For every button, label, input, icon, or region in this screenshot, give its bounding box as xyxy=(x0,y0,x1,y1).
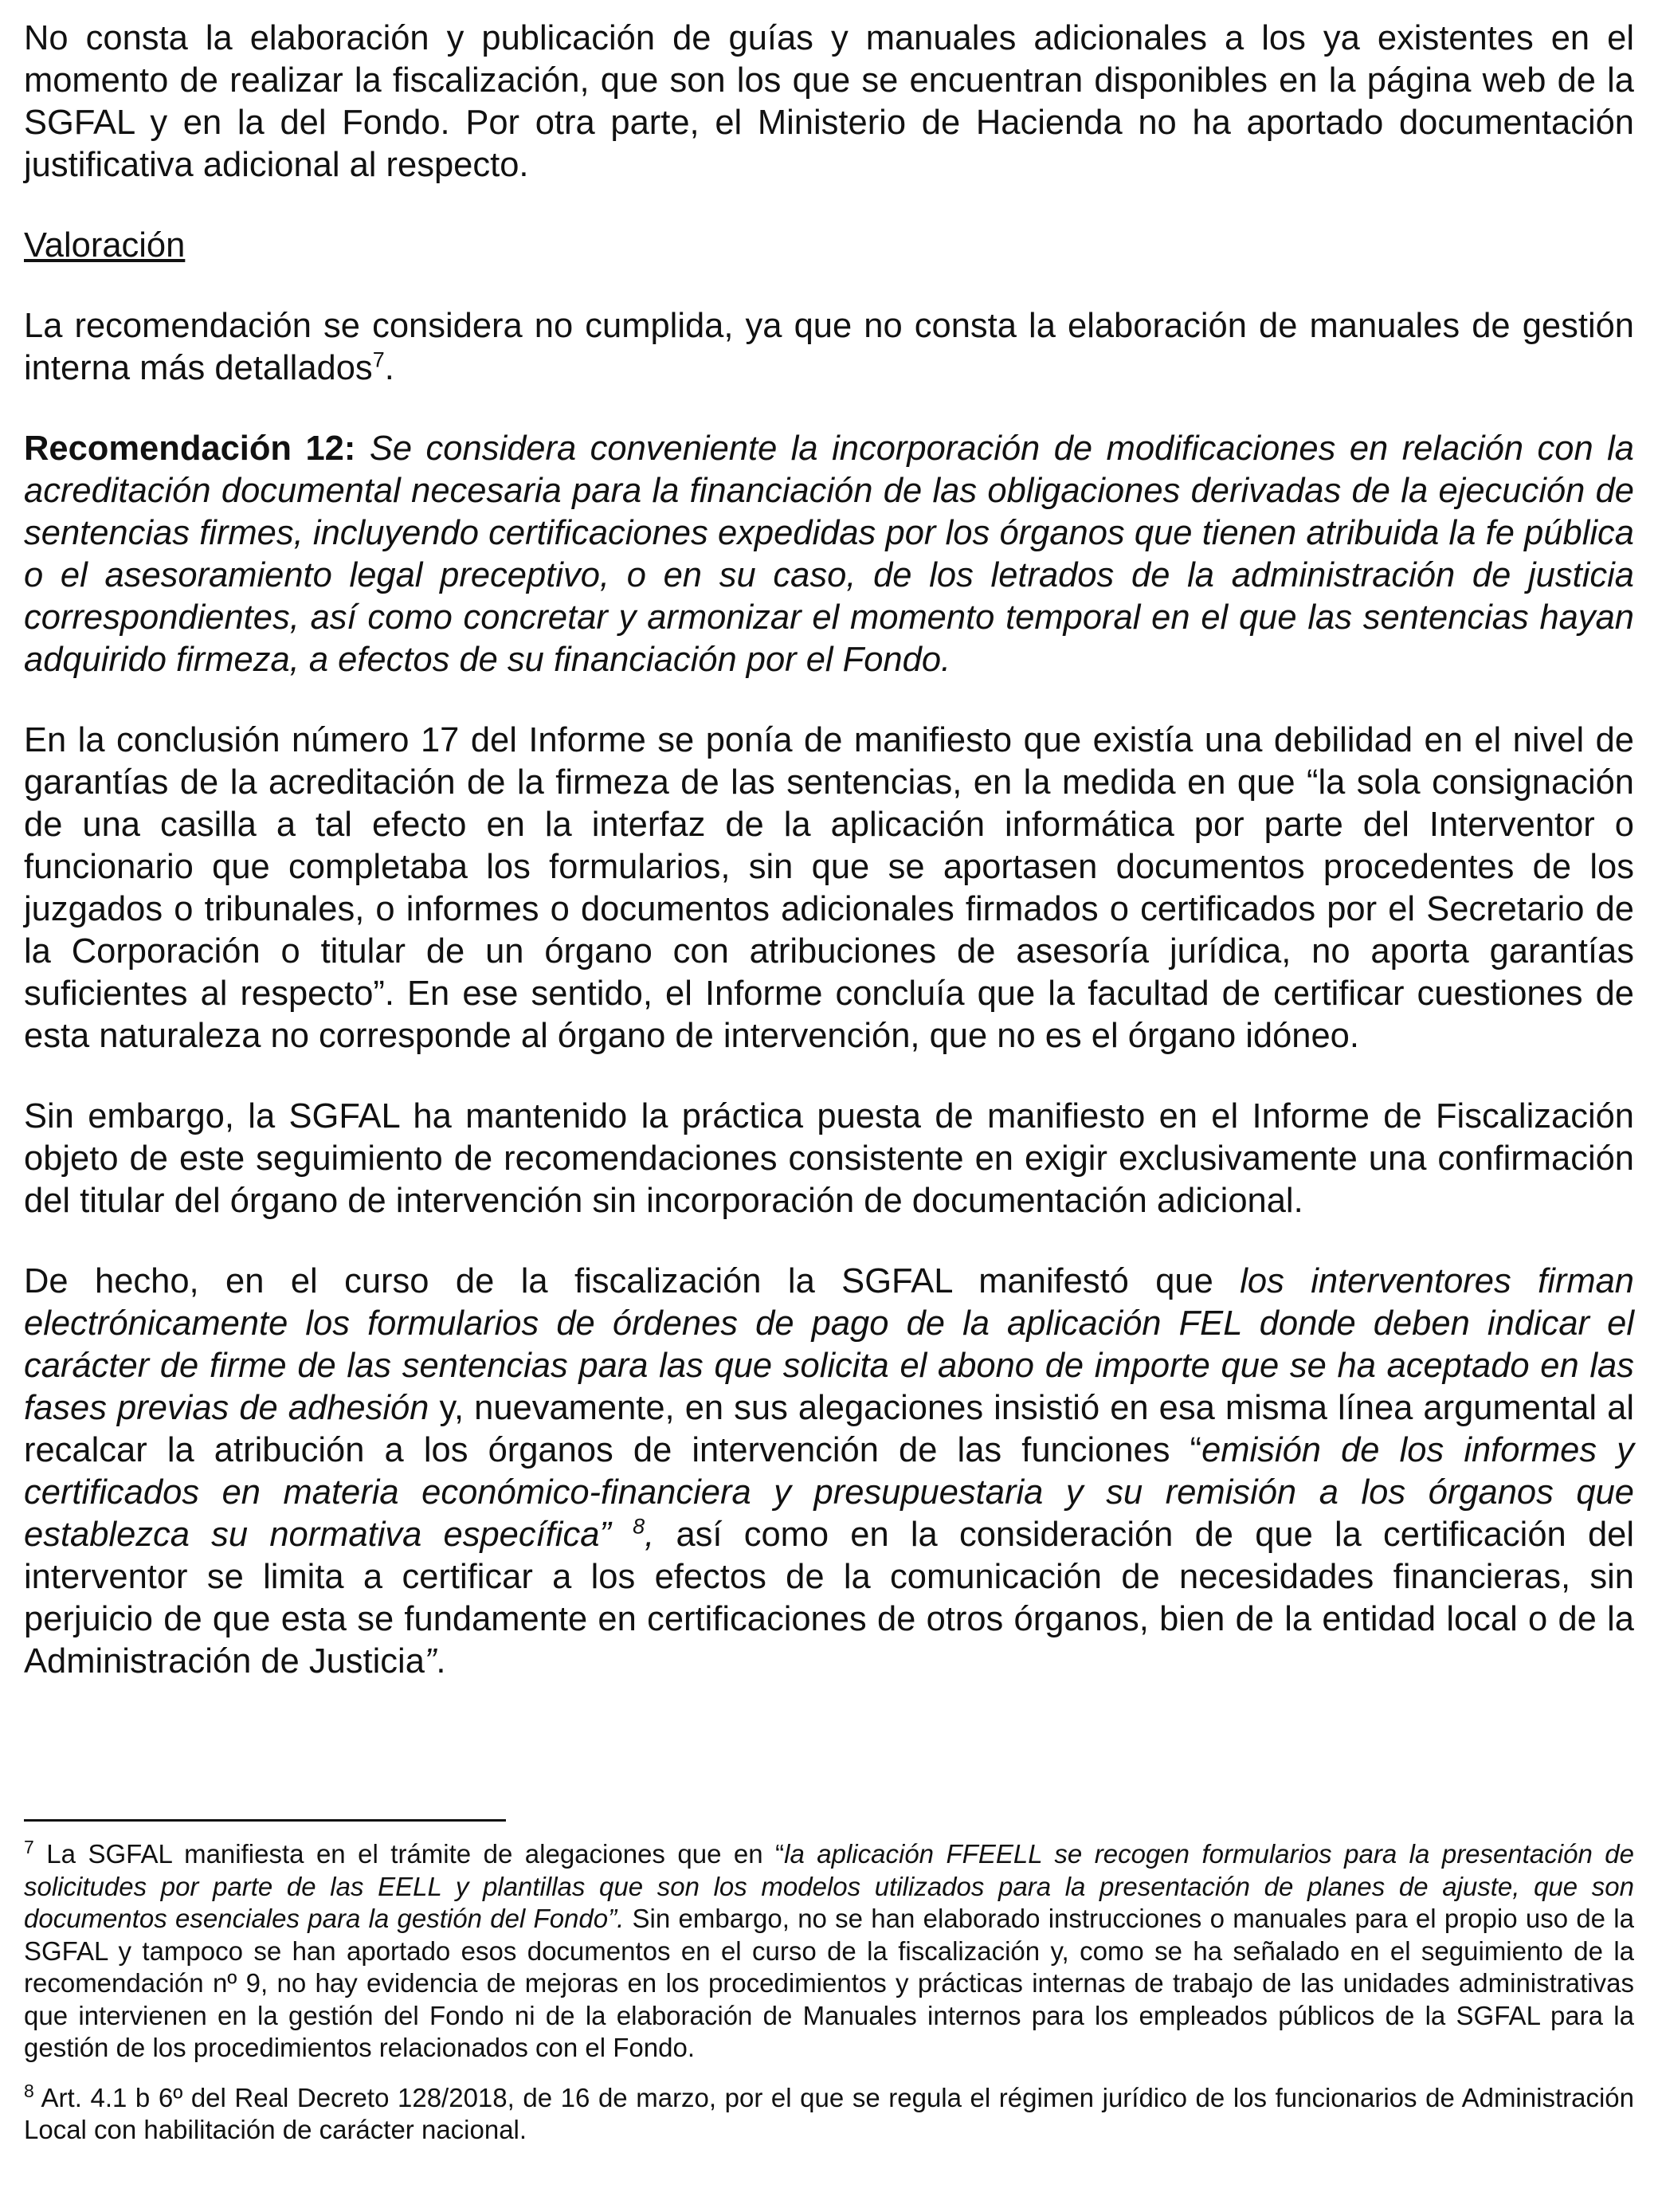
de-hecho-quote-1: los interventores firman electrónicamente los formularios de órdenes de pago de la aplicación FEL donde deben indicar el carácter de firme de las sentencias para las que solicita el abono de importe que se ha aceptado en las fases previas de adhesión xyxy=(24,1262,1634,1427)
footnotes xyxy=(24,1838,1634,2164)
footnote-7-number: 7 xyxy=(24,1837,34,1857)
valoracion-period: . xyxy=(384,349,394,387)
footnote-8-text: Art. 4.1 b 6º del Real Decreto 128/2018, de 16 de marzo, por el que se regula el régimen jurídico de los funcionarios de Administración Local con habilitación de carácter nacional. xyxy=(24,2082,1634,2144)
footnote-8-number: 8 xyxy=(24,2080,34,2101)
footnote-7-text-c: Sin embargo, no se han elaborado instrucciones o manuales para el propio uso de la SGFAL y tampoco se han aportado esos documentos en el curso de la fiscalización y, como se ha señalado en el seguimiento de la recomendación nº 9, no hay evidencia de mejoras en los procedimientos y prácticas internas de trabajo de las unidades administrativas que intervienen en la gestión del Fondo ni de la elaboración de Manuales internos para los empleados públicos de la SGFAL para la gestión de los procedimientos relacionados con el Fondo. xyxy=(24,1904,1634,2062)
footnote-ref-7: 7 xyxy=(372,347,385,372)
recomendacion-12-label: Recomendación 12: xyxy=(24,429,356,468)
paragraph-valoracion xyxy=(24,305,1634,390)
document-body xyxy=(24,18,1634,1721)
footnote-7 xyxy=(24,1838,1634,2065)
de-hecho-text-f: así como en la consideración de que la certificación del interventor se limita a certificar a los efectos de la comunicación de necesidades financieras, sin perjuicio de que esta se fundamente en certificaciones de otros órganos, bien de la entidad local o de la Administración de Justicia xyxy=(24,1516,1634,1681)
de-hecho-close-quote: ” xyxy=(424,1642,437,1681)
de-hecho-period: . xyxy=(436,1642,446,1681)
paragraph-recomendacion-12 xyxy=(24,428,1634,681)
valoracion-text: La recomendación se considera no cumplida, ya que no consta la elaboración de manuales de gestión interna más detallados xyxy=(24,307,1634,387)
footnote-ref-8 xyxy=(633,1515,645,1539)
de-hecho-text-c: y, nuevamente, en sus alegaciones insistió en esa misma línea argumental al recalcar la atribución a los órganos de intervención de las funciones “ xyxy=(24,1389,1634,1469)
paragraph-guias-manuales: No consta la elaboración y publicación de guías y manuales adicionales a los ya existentes en el momento de realizar la fiscalización, que son los que se encuentran disponibles en la página web de la SGFAL y en la del Fondo. Por otra parte, el Ministerio de Hacienda no ha aportado documentación justificativa adicional al respecto. xyxy=(24,19,1634,184)
paragraph-sin-embargo: Sin embargo, la SGFAL ha mantenido la práctica puesta de manifiesto en el Informe de Fiscalización objeto de este seguimiento de recomendaciones consistente en exigir exclusivamente una confirmación del titular del órgano de intervención sin incorporación de documentación adicional. xyxy=(24,1097,1634,1220)
recomendacion-12-text: Se considera conveniente la incorporación de modificaciones en relación con la acreditación documental necesaria para la financiación de las obligaciones derivadas de la ejecución de sentencias firmes, incluyendo certificaciones expedidas por los órganos que tienen atribuida la fe pública o el asesoramiento legal preceptivo, o en su caso, de los letrados de la administración de justicia correspondientes, así como concretar y armonizar el momento temporal en el que las sentencias hayan adquirido firmeza, a efectos de su financiación por el Fondo. xyxy=(24,429,1634,679)
de-hecho-comma: , xyxy=(645,1516,655,1554)
de-hecho-text-a: De hecho, en el curso de la fiscalización la SGFAL manifestó que xyxy=(24,1262,1241,1300)
footnote-7-quote: la aplicación FFEELL se recogen formularios para la presentación de solicitudes por parte de las EELL y plantillas que son los modelos utilizados para la presentación de planes de ajuste, que son documentos esenciales para la gestión del Fondo”. xyxy=(24,1839,1634,1933)
valoracion-heading: Valoración xyxy=(24,226,186,265)
footnote-separator xyxy=(24,1819,506,1822)
footnote-ref-8-number: 8 xyxy=(633,1514,645,1539)
paragraph-conclusion-17: En la conclusión número 17 del Informe se ponía de manifiesto que existía una debilidad en el nivel de garantías de la acreditación de la firmeza de las sentencias, en la medida en que “la sola consignación de una casilla a tal efecto en la interfaz de la aplicación informática por parte del Interventor o funcionario que completaba los formularios, sin que se aportasen documentos procedentes de los juzgados o tribunales, o informes o documentos adicionales firmados o certificados por el Secretario de la Corporación o titular de un órgano con atribuciones de asesoría jurídica, no aporta garantías suficientes al respecto”. En ese sentido, el Informe concluía que la facultad de certificar cuestiones de esta naturaleza no corresponde al órgano de intervención, que no es el órgano idóneo. xyxy=(24,721,1634,1055)
footnote-7-text-a: La SGFAL manifiesta en el trámite de alegaciones que en “ xyxy=(33,1839,785,1869)
footnote-8 xyxy=(24,2082,1634,2147)
paragraph-de-hecho xyxy=(24,1261,1634,1683)
de-hecho-quote-2: emisión de los informes y certificados en materia económico-financiera y presupuestaria y su remisión a los órganos que establezca su normativa específica” xyxy=(24,1431,1634,1554)
